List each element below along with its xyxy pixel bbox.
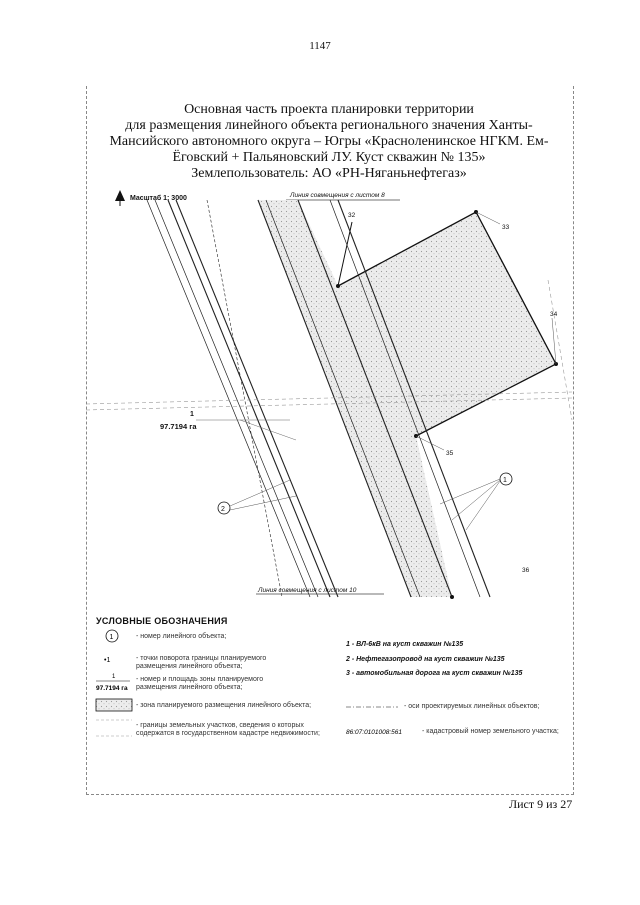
point-label-35: 35 bbox=[446, 450, 454, 457]
legend-heading: УСЛОВНЫЕ ОБОЗНАЧЕНИЯ bbox=[96, 616, 228, 626]
title-line-1: Основная часть проекта планировки территории bbox=[184, 102, 474, 117]
legend-axes: - оси проектируемых линейных объектов; bbox=[404, 703, 540, 710]
legend-object-3: 3 - автомобильная дорога на куст скважин №135 bbox=[346, 670, 523, 677]
legend-symbol-zone-number: 1 bbox=[112, 674, 116, 680]
title-line-3: Мансийского автономного округа – Югры «Красноленинское НГКМ. Ем- bbox=[109, 134, 549, 149]
placement-zone bbox=[258, 200, 556, 597]
point-label-32: 32 bbox=[348, 212, 356, 219]
point-label-33: 33 bbox=[502, 224, 510, 231]
legend-zone: - зона планируемого размещения линейного объекта; bbox=[136, 702, 312, 709]
legend-parcel-borders: - границы земельных участков, сведения о которых содержатся в государственном кадастре недвижимости; bbox=[136, 722, 320, 737]
legend-symbol-object-number: 1 bbox=[109, 634, 114, 641]
legend-object-1: 1 - ВЛ-6кВ на куст скважин №135 bbox=[346, 641, 464, 648]
point-label-34: 34 bbox=[550, 311, 558, 318]
object-callout-1-label: 1 bbox=[503, 477, 507, 484]
legend-symbol-zone-area: 97.7194 га bbox=[96, 685, 128, 692]
north-arrow-icon bbox=[115, 190, 125, 201]
legend-zone-number-area: - номер и площадь зоны планируемого размещения линейного объекта; bbox=[136, 676, 264, 691]
zone-area: 97.7194 га bbox=[160, 422, 197, 431]
legend-object-2: 2 - Нефтегазопровод на куст скважин №135 bbox=[346, 656, 505, 663]
legend-symbol-point: •1 bbox=[104, 657, 111, 664]
title-line-4: Ёговский + Пальяновский ЛУ. Куст скважин № 135» bbox=[172, 150, 486, 165]
page-number: 1147 bbox=[309, 40, 331, 52]
point-label-36: 36 bbox=[522, 567, 530, 574]
object-callout-2-label: 2 bbox=[221, 506, 225, 513]
legend-cadastral-example: 86:07:0101008:561 bbox=[346, 729, 403, 736]
legend-object-number: - номер линейного объекта; bbox=[136, 633, 227, 640]
match-line-top-label: Линия совмещения с листом 8 bbox=[290, 192, 385, 199]
match-line-bottom-label: Линия совмещения с листом 10 bbox=[258, 587, 357, 594]
scale-label: Масштаб 1: 3000 bbox=[130, 195, 187, 202]
title-line-5: Землепользователь: АО «РН-Няганьнефтегаз» bbox=[191, 166, 467, 181]
legend-symbol-zone bbox=[96, 699, 132, 711]
legend-cadastral-number: - кадастровый номер земельного участка; bbox=[422, 728, 559, 735]
legend-turn-point: - точки поворота границы планируемого размещения линейного объекта; bbox=[136, 655, 267, 670]
zone-number: 1 bbox=[190, 411, 194, 418]
title-line-2: для размещения линейного объекта регионального значения Ханты- bbox=[125, 118, 533, 133]
sheet-number: Лист 9 из 27 bbox=[509, 797, 573, 811]
